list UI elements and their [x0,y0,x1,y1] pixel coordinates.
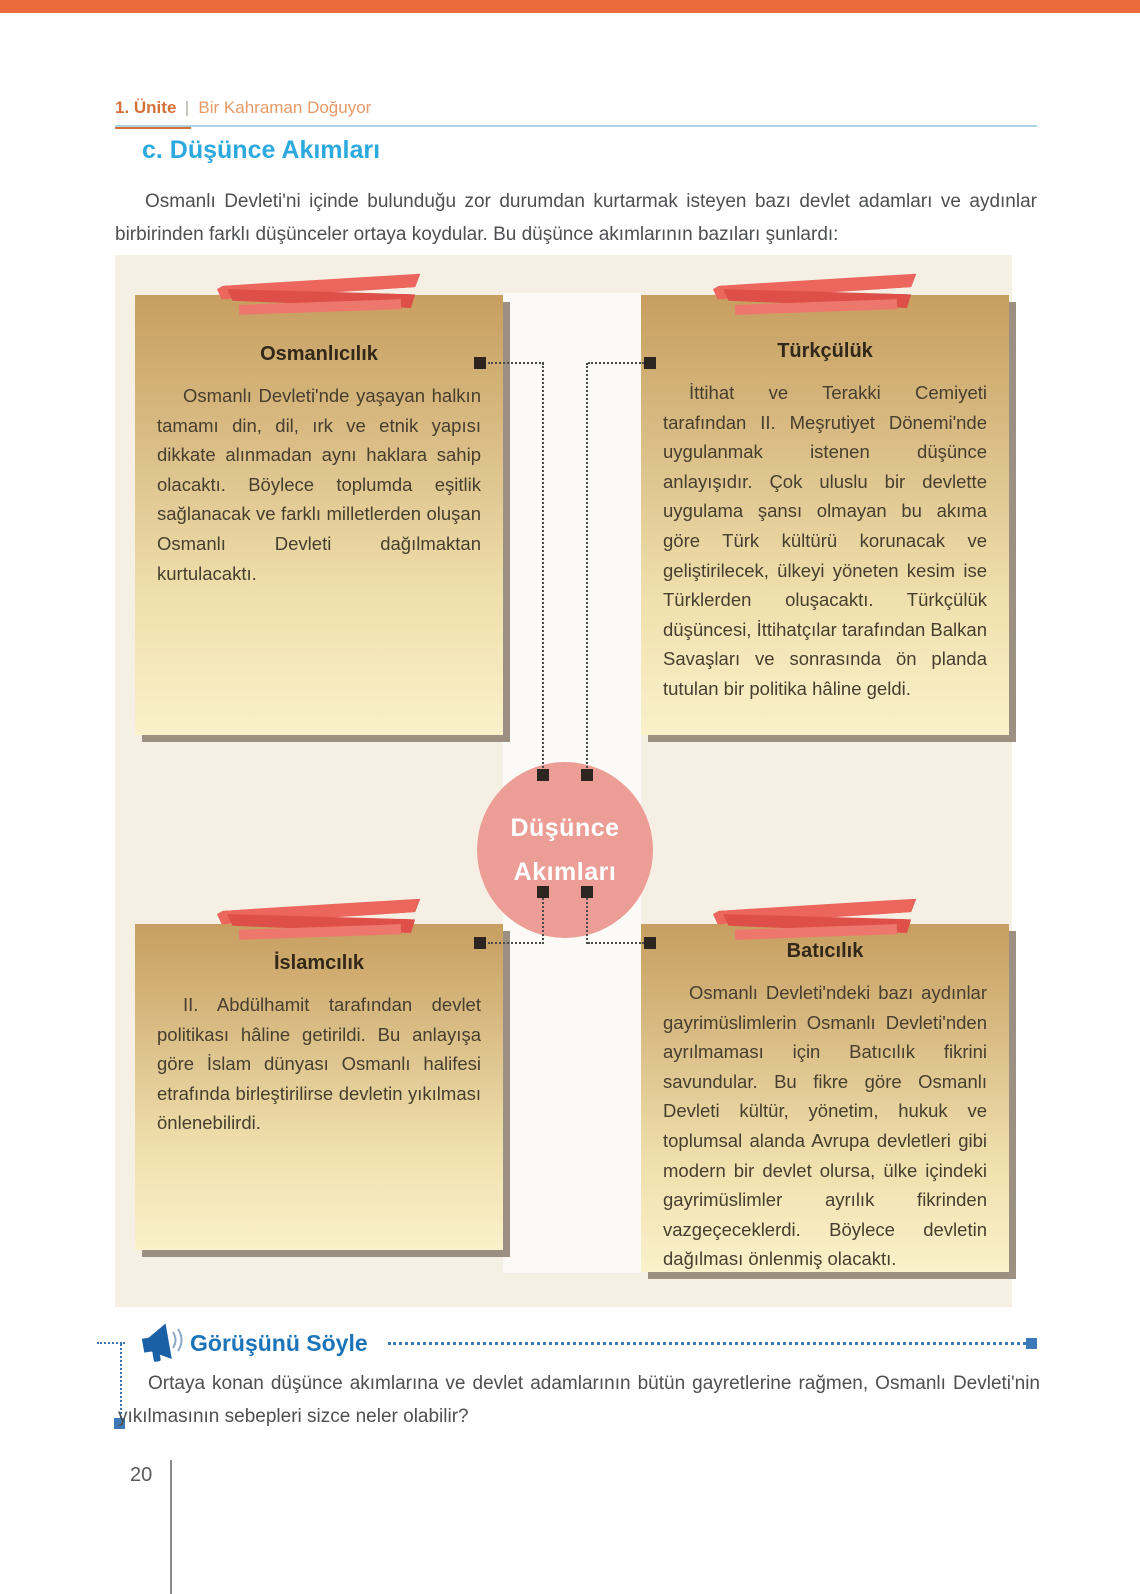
card-title: Batıcılık [786,940,864,962]
hub-circle [477,762,653,938]
page-top-accent-bar [0,0,1140,13]
card-body: Osmanlı Devleti'nde yaşayan halkın tamamı din, dil, ırk ve etnik yapısı dikkate alınmadan aynı haklara sahip olacaktı. Böylece toplumda eşitlik sağlanacak ve farklı milletlerden oluşan Osmanlı Devleti dağılmaktan kurtulacaktı. [157,385,481,584]
connector-endpoint [537,769,549,781]
card-turkculuk [641,295,1009,735]
connector-endpoint [581,769,593,781]
card-osmanlicilik [135,295,503,735]
connector-endpoint [581,886,593,898]
hub-label-line2: Akımları [513,857,617,886]
connector-line [488,362,544,364]
activity-title: Görüşünü Söyle [190,1330,368,1356]
megaphone-icon [137,1322,185,1371]
intro-paragraph: Osmanlı Devleti'ni içinde bulunduğu zor durumdan kurtarmak isteyen bazı devlet adamları ve aydınlar birbirinden farklı düşünceler ortaya koydular. Bu düşünce akımlarının bazıları şunlardı: [115,191,1037,245]
activity-dotted-rule [388,1342,1026,1345]
washi-tape-icon [713,274,923,318]
connector-endpoint [474,357,486,369]
card-title: Türkçülük [777,340,873,362]
page-number: 20 [130,1464,153,1486]
connector-endpoint [537,886,549,898]
footer-divider [170,1460,172,1594]
breadcrumb-accent-underline [115,127,191,129]
card-title: İslamcılık [273,952,365,974]
connector-line [586,363,588,771]
unit-title: Bir Kahraman Doğuyor [198,98,372,117]
connector-line [488,942,544,944]
card-title: Osmanlıcılık [260,343,378,365]
connector-line [542,363,544,771]
connector-line [588,942,644,944]
washi-tape-icon [217,899,427,943]
card-body: II. Abdülhamit tarafından devlet politikası hâline getirildi. Bu anlayışa göre İslam dünyası Osmanlı halifesi etrafında birleştirilirse devletin yıkılması önlenebilirdi. [157,994,481,1134]
connector-endpoint [644,357,656,369]
washi-tape-icon [713,899,923,943]
connector-endpoint [474,937,486,949]
connector-line [586,898,588,944]
card-islamcilik [135,924,503,1250]
connector-endpoint [644,937,656,949]
washi-tape-icon [217,274,427,318]
page-title: c. Düşünce Akımları [142,136,381,164]
breadcrumb-divider [186,101,188,116]
card-body: Osmanlı Devleti'ndeki bazı aydınlar gayrimüslimlerin Osmanlı Devleti'nden ayrılmaması için Batıcılık fikrini savundular. Bu fikre göre Osmanlı Devleti kültür, yönetim, hukuk ve toplumsal alanda Avrupa devletleri gibi modern bir devlet olursa, ülke içindeki gayrimüslimler ayrılık fikrinden vazgeçeceklerdi. Böylece devletin dağılması önlenmiş olacaktı. [663,982,987,1270]
activity-endpoint [1026,1338,1037,1349]
unit-number: 1. Ünite [115,98,177,117]
card-body: İttihat ve Terakki Cemiyeti tarafından II. Meşrutiyet Dönemi'nde uygulanmak istenen düşünce anlayışıdır. Çok uluslu bir devlette uygulama şansı olmayan bu akıma göre Türk kültürü korunacak ve geliştirilecek, ülkeyi yöneten kesim ise Türklerden oluşacaktı. Türkçülük düşüncesi, İttihatçılar tarafından Balkan Savaşları ve sonrasında ön planda tutulan bir politika hâline geldi. [663,382,987,699]
hub-label-line1: Düşünce [510,813,620,842]
connector-line [542,898,544,944]
card-baticilik [641,924,1009,1272]
activity-question: Ortaya konan düşünce akımlarına ve devlet adamlarının bütün gayretlerine rağmen, Osmanlı Devleti'nin yıkılmasının sebepleri sizce neler olabilir? [118,1373,1040,1427]
breadcrumb [115,98,1037,127]
connector-line [588,362,644,364]
